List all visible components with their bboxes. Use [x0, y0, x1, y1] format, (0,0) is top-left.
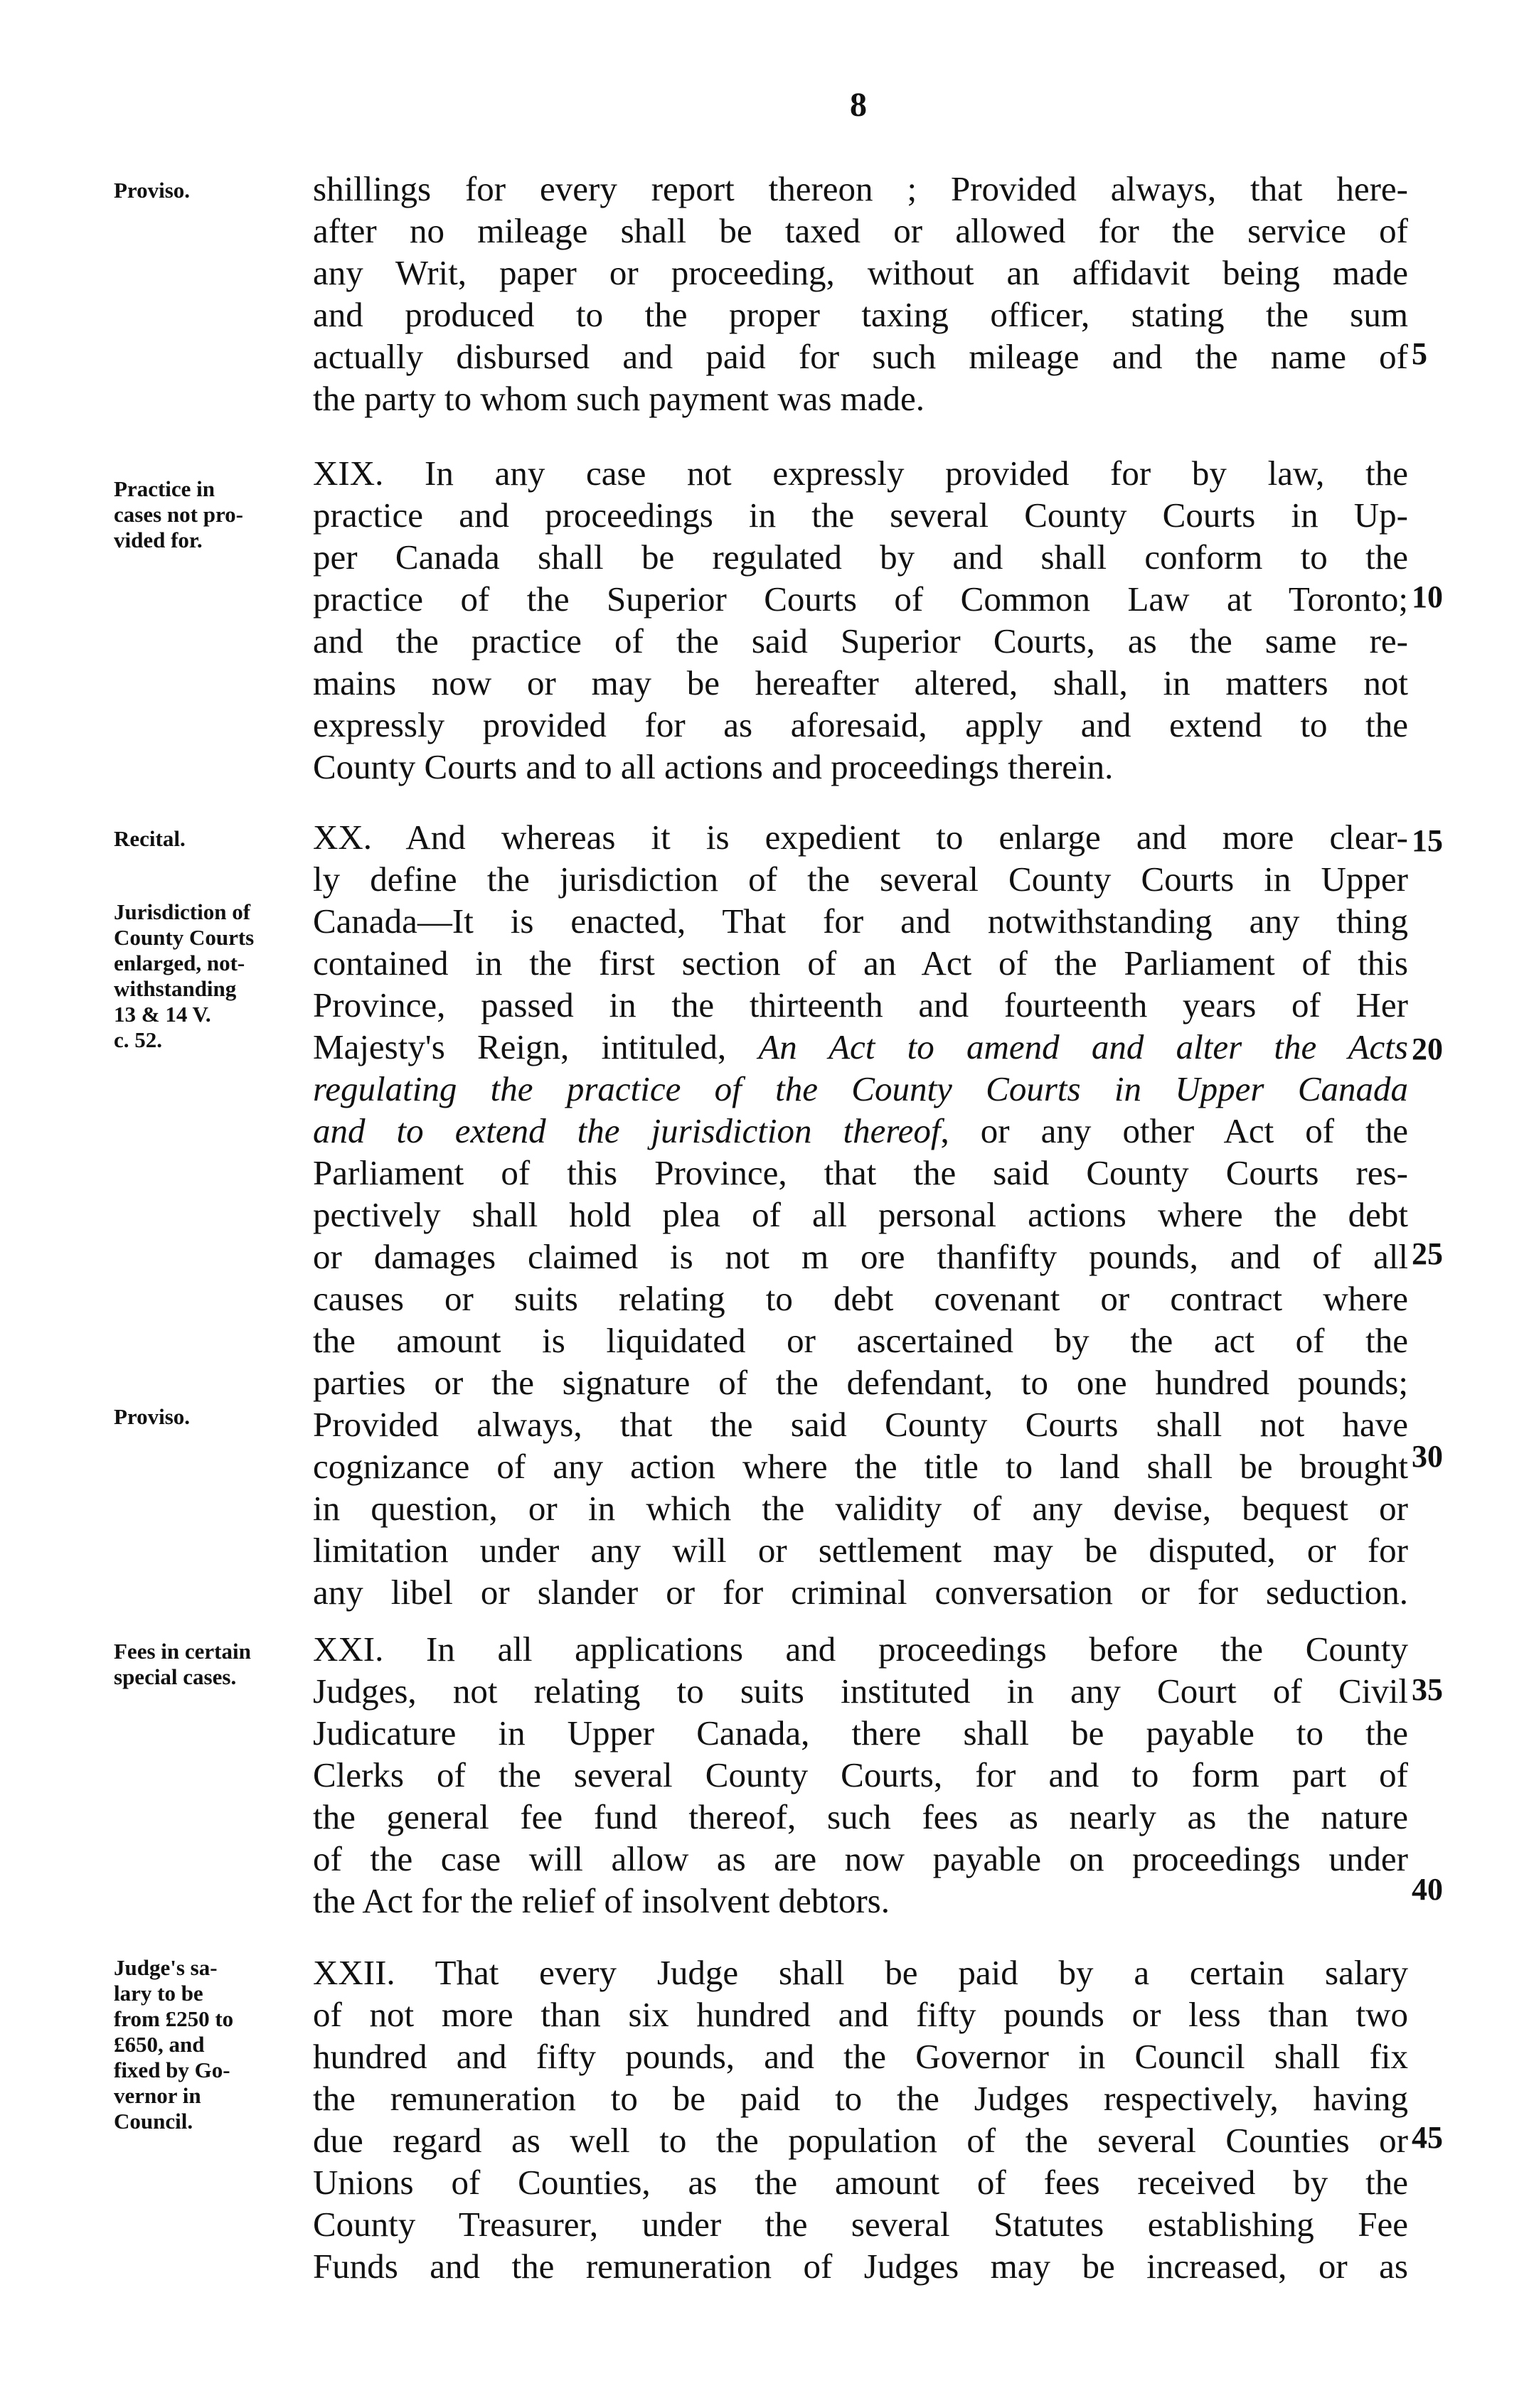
margin-note-proviso: Proviso.	[114, 178, 191, 203]
margin-note-jurisdiction: Jurisdiction of County Courts enlarged, not- withstanding 13 & 14 V. c. 52.	[114, 899, 255, 1052]
text-line: any libel or slander or for criminal conversation or for seduction.	[313, 1573, 1408, 1612]
text-line: and to extend the jurisdiction thereof, or any other Act of the	[313, 1111, 1408, 1150]
text-line: hundred and fifty pounds, and the Governor in Council shall fix	[313, 2037, 1408, 2076]
section-continued	[313, 168, 1408, 419]
text-line: the general fee fund thereof, such fees as nearly as the nature	[313, 1797, 1408, 1836]
text-line: Parliament of this Province, that the said County Courts res-	[313, 1153, 1408, 1192]
margin-note-practice: Practice in cases not pro- vided for.	[114, 476, 243, 552]
text-line: causes or suits relating to debt covenant or contract where	[313, 1279, 1408, 1318]
text-line: limitation under any will or settlement may be disputed, or for	[313, 1531, 1408, 1570]
text-line: practice of the Superior Courts of Common Law at Toronto;	[313, 579, 1408, 619]
text-line: XIX. In any case not expressly provided for by law, the	[313, 454, 1408, 493]
text-line: pectively shall hold plea of all personal actions where the debt	[313, 1195, 1408, 1234]
text-line: mains now or may be hereafter altered, shall, in matters not	[313, 663, 1408, 702]
text-line: the amount is liquidated or ascertained by the act of the	[313, 1321, 1408, 1360]
line-number: 15	[1412, 823, 1443, 858]
line-number: 20	[1412, 1032, 1443, 1066]
line-number: 45	[1412, 2120, 1443, 2155]
section-xx	[313, 816, 1408, 1613]
text-line: or damages claimed is not m ore thanfifty pounds, and of all	[313, 1237, 1408, 1276]
text-line: of not more than six hundred and fifty pounds or less than two	[313, 1995, 1408, 2034]
text-line: Unions of Counties, as the amount of fees received by the	[313, 2163, 1408, 2202]
text-line: in question, or in which the validity of any devise, bequest or	[313, 1489, 1408, 1528]
text-line: County Treasurer, under the several Statutes establishing Fee	[313, 2205, 1408, 2244]
line-number: 10	[1412, 579, 1443, 614]
margin-note-salary: Judge's sa- lary to be from £250 to £650, and fixed by Go- vernor in Council.	[114, 1955, 234, 2134]
section-xxi	[313, 1628, 1408, 1922]
text-line: after no mileage shall be taxed or allowed for the service of	[313, 211, 1408, 250]
text-line: per Canada shall be regulated by and shall conform to the	[313, 537, 1408, 577]
text-line: the Act for the relief of insolvent debtors.	[313, 1881, 890, 1920]
section-xxii	[313, 1952, 1408, 2287]
section-xix	[313, 452, 1408, 788]
margin-note-recital: Recital.	[114, 826, 186, 851]
text-line: XXI. In all applications and proceedings before the County	[313, 1630, 1408, 1669]
page-number: 8	[850, 86, 867, 124]
text-line: Province, passed in the thirteenth and fourteenth years of Her	[313, 985, 1408, 1024]
text-line: Judicature in Upper Canada, there shall be payable to the	[313, 1713, 1408, 1753]
text-line: parties or the signature of the defendant, to one hundred pounds;	[313, 1363, 1408, 1402]
text-line: actually disbursed and paid for such mileage and the name of	[313, 337, 1408, 376]
margin-note-fees: Fees in certain special cases.	[114, 1639, 251, 1689]
text-line: XXII. That every Judge shall be paid by a certain salary	[313, 1953, 1408, 1992]
line-number: 30	[1412, 1439, 1443, 1474]
text-line: and the practice of the said Superior Courts, as the same re-	[313, 621, 1408, 660]
text-line: ly define the jurisdiction of the several County Courts in Upper	[313, 860, 1408, 899]
text-line: due regard as well to the population of the several Counties or	[313, 2121, 1408, 2160]
text-line: Funds and the remuneration of Judges may be increased, or as	[313, 2247, 1408, 2286]
text-line: XX. And whereas it is expedient to enlarge and more clear-	[313, 818, 1408, 857]
text-line: the remuneration to be paid to the Judges respectively, having	[313, 2079, 1408, 2118]
text-line: Provided always, that the said County Courts shall not have	[313, 1405, 1408, 1444]
text-line: Clerks of the several County Courts, for and to form part of	[313, 1755, 1408, 1794]
text-line: contained in the first section of an Act of the Parliament of this	[313, 943, 1408, 983]
line-number: 25	[1412, 1236, 1443, 1271]
text-line: shillings for every report thereon ; Provided always, that here-	[313, 169, 1408, 208]
text-line: Canada—It is enacted, That for and notwithstanding any thing	[313, 901, 1408, 941]
line-number: 40	[1412, 1872, 1443, 1907]
text-line: regulating the practice of the County Courts in Upper Canada	[313, 1069, 1408, 1108]
line-number: 35	[1412, 1672, 1443, 1707]
text-line: practice and proceedings in the several County Courts in Up-	[313, 496, 1408, 535]
text-line: expressly provided for as aforesaid, apply and extend to the	[313, 705, 1408, 744]
line-number: 5	[1412, 336, 1427, 371]
text-line: Judges, not relating to suits instituted in any Court of Civil	[313, 1671, 1408, 1711]
text-line: County Courts and to all actions and proceedings therein.	[313, 747, 1114, 786]
text-line: any Writ, paper or proceeding, without an affidavit being made	[313, 253, 1408, 292]
text-line: the party to whom such payment was made.	[313, 379, 925, 418]
text-line: and produced to the proper taxing officer, stating the sum	[313, 295, 1408, 334]
margin-note-proviso-2: Proviso.	[114, 1404, 191, 1429]
text-line: Majesty's Reign, intituled, An Act to amend and alter the Acts	[313, 1027, 1408, 1066]
text-line: cognizance of any action where the title to land shall be brought	[313, 1447, 1408, 1486]
text-line: of the case will allow as are now payable on proceedings under	[313, 1839, 1408, 1878]
